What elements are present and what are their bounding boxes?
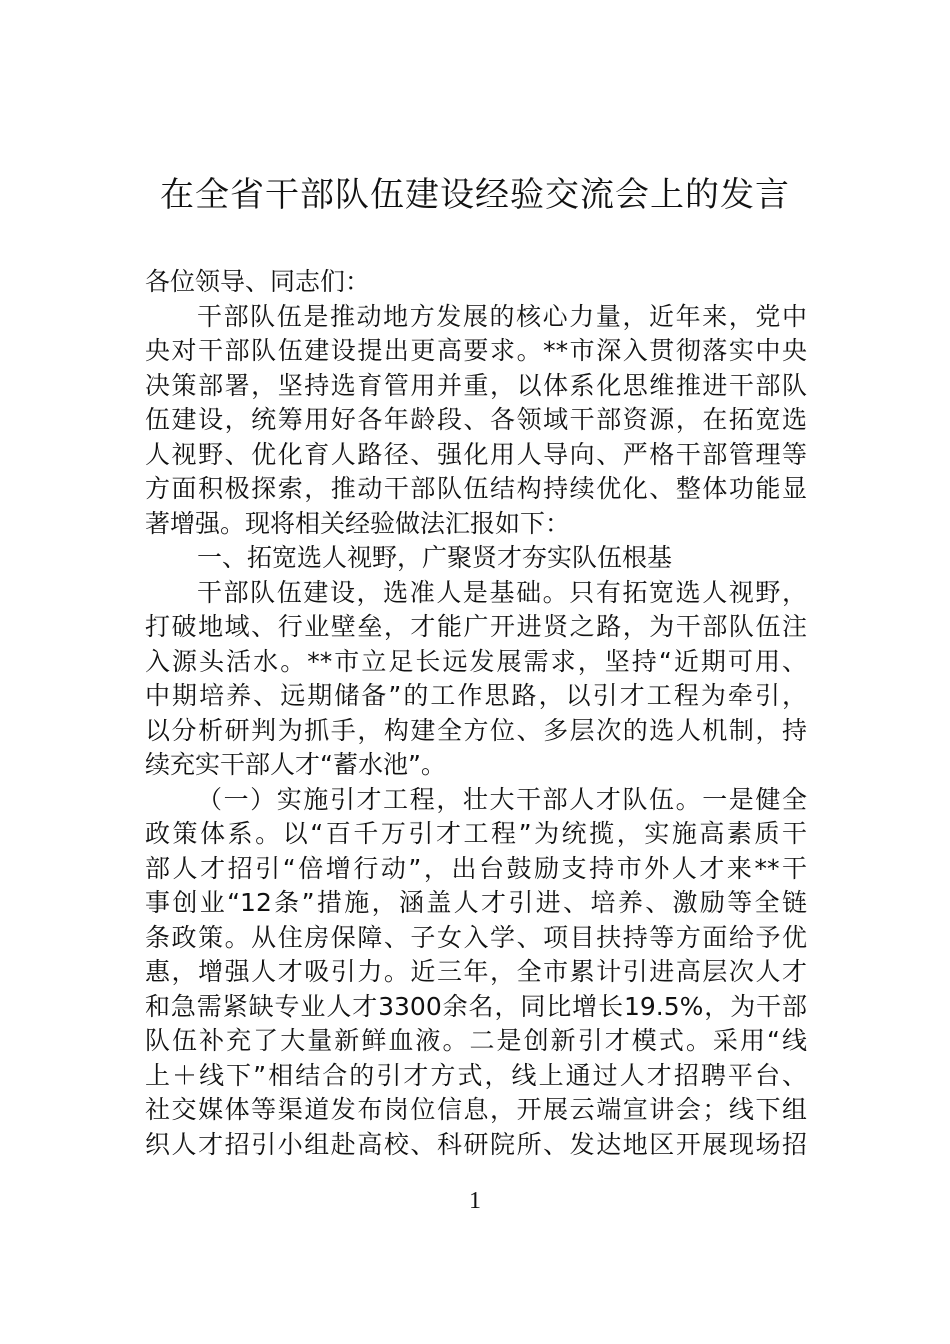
text-line: 各位领导、同志们： — [145, 267, 371, 296]
text-line: 入源头活水。**市立足长远发展需求，坚持“近期可用、 — [145, 646, 807, 676]
text-line: 人视野、优化育人路径、强化用人导向、严格干部管理等 — [145, 439, 807, 469]
text-line: （一）实施引才工程，壮大干部人才队伍。一是健全 — [197, 784, 807, 814]
text-line: 干部队伍是推动地方发展的核心力量，近年来，党中 — [197, 301, 807, 331]
text-line: 中期培养、远期储备”的工作思路，以引才工程为牵引， — [145, 681, 807, 710]
text-line: 央对干部队伍建设提出更高要求。**市深入贯彻落实中央 — [145, 336, 807, 365]
text-line: 惠，增强人才吸引力。近三年，全市累计引进高层次人才 — [145, 957, 807, 986]
salutation — [145, 265, 807, 300]
text-line: 以分析研判为抓手，构建全方位、多层次的选人机制，持 — [145, 715, 807, 745]
text-line: 部人才招引“倍增行动”，出台鼓励支持市外人才来**干 — [145, 853, 807, 883]
text-line: 条政策。从住房保障、子女入学、项目扶持等方面给予优 — [145, 922, 807, 952]
paragraph — [145, 300, 807, 542]
paragraph — [145, 576, 807, 783]
text-line: 政策体系。以“百千万引才工程”为统揽，实施高素质干 — [145, 819, 807, 848]
text-line: 方面积极探索，推动干部队伍结构持续优化、整体功能显 — [145, 474, 807, 503]
text-line: 一、拓宽选人视野，广聚贤才夯实队伍根基 — [197, 543, 673, 572]
text-line: 著增强。现将相关经验做法汇报如下： — [145, 508, 571, 538]
text-line: 上＋线下”相结合的引才方式，线上通过人才招聘平台、 — [145, 1060, 807, 1090]
page-number: 1 — [469, 1188, 481, 1214]
text-line: 打破地域、行业壁垒，才能广开进贤之路，为干部队伍注 — [145, 612, 807, 641]
text-line: 决策部署，坚持选育管用并重，以体系化思维推进干部队 — [145, 370, 807, 400]
text-line: 社交媒体等渠道发布岗位信息，开展云端宣讲会；线下组 — [145, 1095, 807, 1124]
text-line: 事创业“12条”措施，涵盖人才引进、培养、激励等全链 — [145, 888, 807, 917]
text-line: 续充实干部人才“蓄水池”。 — [145, 750, 446, 779]
text-line: 伍建设，统筹用好各年龄段、各领域干部资源，在拓宽选 — [145, 405, 807, 434]
section-heading — [145, 541, 807, 576]
document-title: 在全省干部队伍建设经验交流会上的发言 — [160, 175, 790, 215]
text-line: 织人才招引小组赴高校、科研院所、发达地区开展现场招 — [145, 1129, 807, 1159]
document-body — [145, 265, 807, 1162]
text-line: 队伍补充了大量新鲜血液。二是创新引才模式。采用“线 — [145, 1026, 807, 1055]
text-line: 和急需紧缺专业人才3300余名，同比增长19.5%，为干部 — [145, 991, 807, 1021]
paragraph — [145, 783, 807, 1163]
text-line: 干部队伍建设，选准人是基础。只有拓宽选人视野， — [197, 577, 807, 607]
